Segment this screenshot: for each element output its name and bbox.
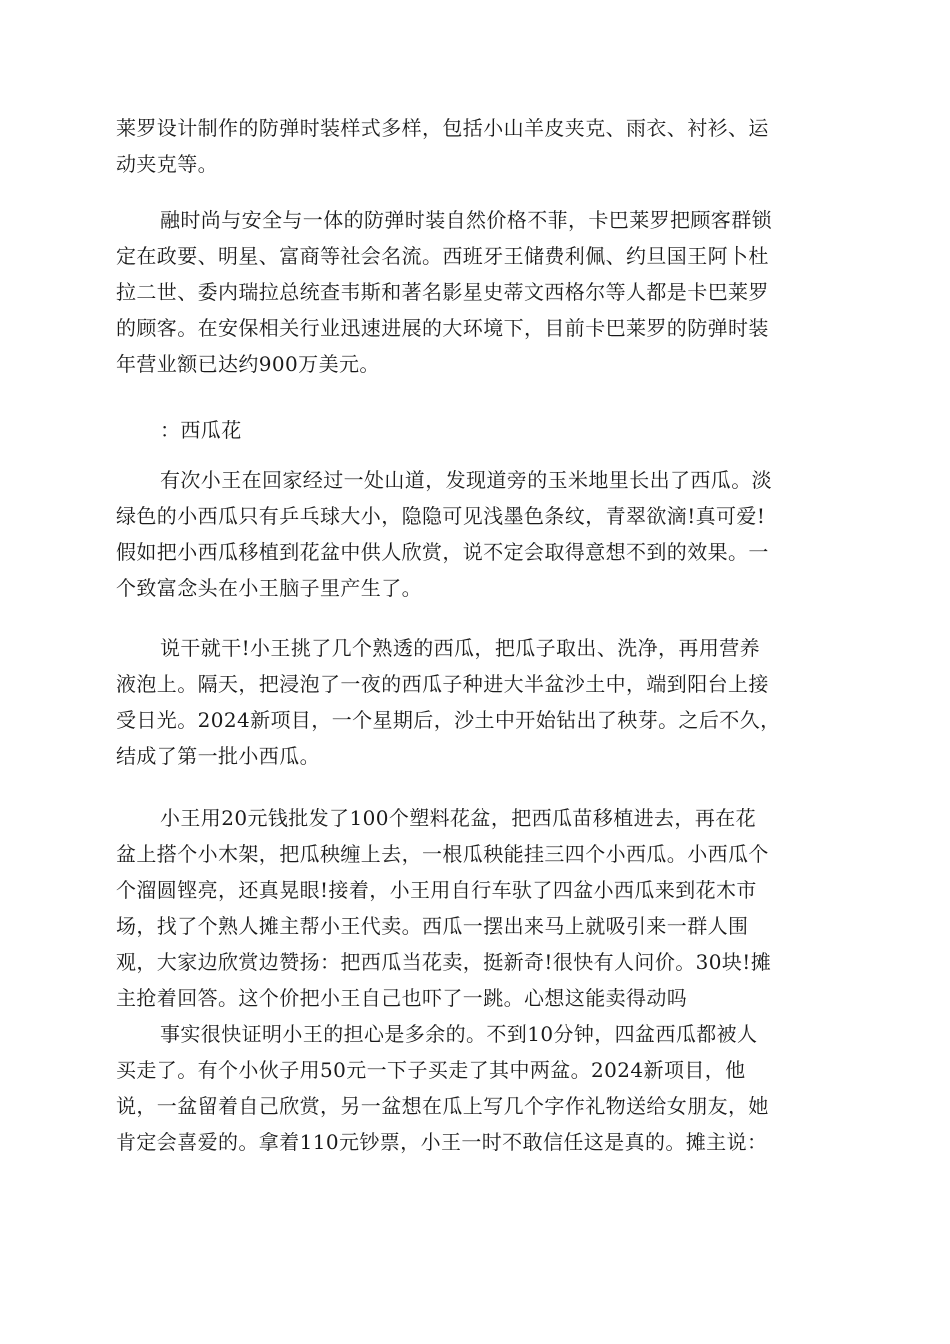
paragraph-bulletproof-clients [116,202,836,382]
text-line: 主抢着回答。这个价把小王自己也吓了一跳。心想这能卖得动吗 [116,986,688,1010]
section-heading-text: ：西瓜花 [160,418,242,442]
text-line: 液泡上。隔天，把浸泡了一夜的西瓜子种进大半盆沙土中，端到阳台上接 [116,672,769,696]
text-line: 有次小王在回家经过一处山道，发现道旁的玉米地里长出了西瓜。淡 [160,468,772,492]
text-line: 事实很快证明小王的担心是多余的。不到10分钟，四盆西瓜都被人 [160,1022,758,1046]
text-line: 盆上搭个小木架，把瓜秧缠上去，一根瓜秧能挂三四个小西瓜。小西瓜个 [116,842,769,866]
text-line: 观，大家边欣赏边赞扬：把西瓜当花卖，挺新奇!很快有人问价。30块!摊 [116,950,772,974]
text-line: 的顾客。在安保相关行业迅速进展的大环境下，目前卡巴莱罗的防弹时装 [116,316,769,340]
text-line: 场，找了个熟人摊主帮小王代卖。西瓜一摆出来马上就吸引来一群人围 [116,914,749,938]
text-line: 个溜圆铿亮，还真晃眼!接着，小王用自行车驮了四盆小西瓜来到花木市 [116,878,757,902]
text-line: 个致富念头在小王脑子里产生了。 [116,576,422,600]
text-line: 假如把小西瓜移植到花盆中供人欣赏，说不定会取得意想不到的效果。一 [116,540,769,564]
paragraph-planting [116,630,836,774]
text-line: 绿色的小西瓜只有乒乓球大小，隐隐可见浅墨色条纹，青翠欲滴!真可爱! [116,504,766,528]
text-line: 结成了第一批小西瓜。 [116,744,320,768]
text-line: 年营业额已达约900万美元。 [116,352,380,376]
paragraph-market-selling [116,800,836,1016]
paragraph-bulletproof-styles [116,110,836,182]
section-heading [116,412,836,448]
text-line: 受日光。2024新项目，一个星期后，沙土中开始钻出了秧芽。之后不久， [116,708,781,732]
text-line: 拉二世、委内瑞拉总统查韦斯和著名影星史蒂文西格尔等人都是卡巴莱罗 [116,280,769,304]
text-line: 莱罗设计制作的防弹时装样式多样，包括小山羊皮夹克、雨衣、衬衫、运 [116,116,769,140]
text-line: 小王用20元钱批发了100个塑料花盆，把西瓜苗移植进去，再在花 [160,806,757,830]
text-line: 融时尚与安全与一体的防弹时装自然价格不菲，卡巴莱罗把顾客群锁 [160,208,772,232]
text-line: 动夹克等。 [116,152,218,176]
text-line: 定在政要、明星、富商等社会名流。西班牙王储费利佩、约旦国王阿卜杜 [116,244,769,268]
text-line: 买走了。有个小伙子用50元一下子买走了其中两盆。2024新项目，他 [116,1058,746,1082]
paragraph-sales-result [116,1016,836,1160]
text-line: 肯定会喜爱的。拿着110元钞票，小王一时不敢信任这是真的。摊主说： [116,1130,768,1154]
paragraph-watermelon-discovery [116,462,836,606]
text-line: 说干就干!小王挑了几个熟透的西瓜，把瓜子取出、洗净，再用营养 [160,636,761,660]
text-line: 说，一盆留着自己欣赏，另一盆想在瓜上写几个字作礼物送给女朋友，她 [116,1094,769,1118]
